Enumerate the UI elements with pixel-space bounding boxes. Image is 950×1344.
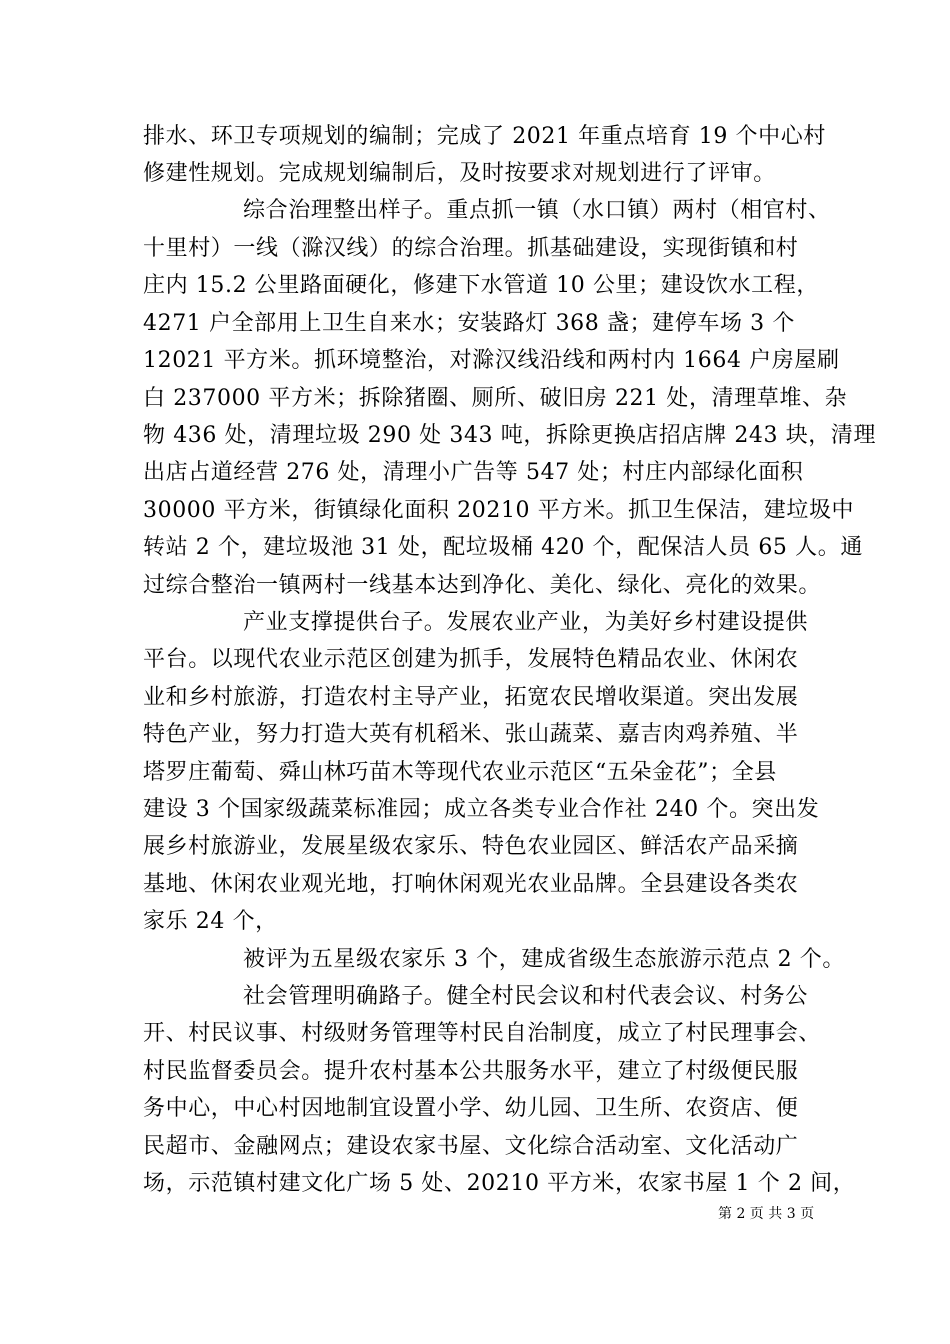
text-line: 民超市、金融网点；建设农家书屋、文化综合活动室、文化活动广	[143, 1134, 799, 1159]
text-line: 特色产业，努力打造大英有机稻米、张山蔬菜、嘉吉肉鸡养殖、半	[143, 722, 799, 747]
page-number-footer: 第 2 页 共 3 页	[718, 1206, 815, 1222]
text-line: 出店占道经营 276 处，清理小广告等 547 处；村庄内部绿化面积	[143, 460, 804, 485]
text-line: 庄内 15.2 公里路面硬化，修建下水管道 10 公里；建设饮水工程，	[143, 273, 819, 298]
text-line: 转站 2 个，建垃圾池 31 处，配垃圾桶 420 个，配保洁人员 65 人。通	[143, 535, 863, 560]
text-line: 白 237000 平方米；拆除猪圈、厕所、破旧房 221 处，清理草堆、杂	[143, 386, 848, 411]
text-line: 12021 平方米。抓环境整治，对滁汉线沿线和两村内 1664 户房屋刷	[143, 348, 840, 373]
paragraph-start-line: 综合治理整出样子。重点抓一镇（水口镇）两村（相官村、	[243, 198, 831, 223]
text-line: 物 436 处，清理垃圾 290 处 343 吨，拆除更换店招店牌 243 块，清理	[143, 423, 877, 448]
text-line: 开、村民议事、村级财务管理等村民自治制度，成立了村民理事会、	[143, 1021, 822, 1046]
text-line: 村民监督委员会。提升农村基本公共服务水平，建立了村级便民服	[143, 1059, 799, 1084]
text-line: 过综合整治一镇两村一线基本达到净化、美化、绿化、亮化的效果。	[143, 573, 822, 598]
text-line: 基地、休闲农业观光地，打响休闲观光农业品牌。全县建设各类农	[143, 872, 799, 897]
text-line: 建设 3 个国家级蔬菜标准园；成立各类专业合作社 240 个。突出发	[143, 797, 820, 822]
text-line: 展乡村旅游业，发展星级农家乐、特色农业园区、鲜活农产品采摘	[143, 834, 799, 859]
text-line: 务中心，中心村因地制宜设置小学、幼儿园、卫生所、农资店、便	[143, 1096, 799, 1121]
text-line: 4271 户全部用上卫生自来水；安装路灯 368 盏；建停车场 3 个	[143, 311, 795, 336]
text-line: 家乐 24 个，	[143, 909, 278, 934]
text-line: 修建性规划。完成规划编制后，及时按要求对规划进行了评审。	[143, 161, 776, 186]
text-line: 30000 平方米，街镇绿化面积 20210 平方米。抓卫生保洁，建垃圾中	[143, 498, 855, 523]
paragraph-start-line: 被评为五星级农家乐 3 个，建成省级生态旅游示范点 2 个。	[243, 947, 845, 972]
text-line: 业和乡村旅游，打造农村主导产业，拓宽农民增收渠道。突出发展	[143, 685, 799, 710]
text-line: 十里村）一线（滁汉线）的综合治理。抓基础建设，实现街镇和村	[143, 236, 799, 261]
text-line: 平台。以现代农业示范区创建为抓手，发展特色精品农业、休闲农	[143, 647, 799, 672]
text-line: 排水、环卫专项规划的编制；完成了 2021 年重点培育 19 个中心村	[143, 124, 826, 149]
paragraph-start-line: 产业支撑提供台子。发展农业产业，为美好乡村建设提供	[243, 610, 809, 635]
text-line: 塔罗庄葡萄、舜山林巧苗木等现代农业示范区“五朵金花”；全县	[143, 760, 777, 785]
paragraph-start-line: 社会管理明确路子。健全村民会议和村代表会议、村务公	[243, 984, 809, 1009]
text-line: 场，示范镇村建文化广场 5 处、20210 平方米，农家书屋 1 个 2 间，	[143, 1171, 856, 1196]
